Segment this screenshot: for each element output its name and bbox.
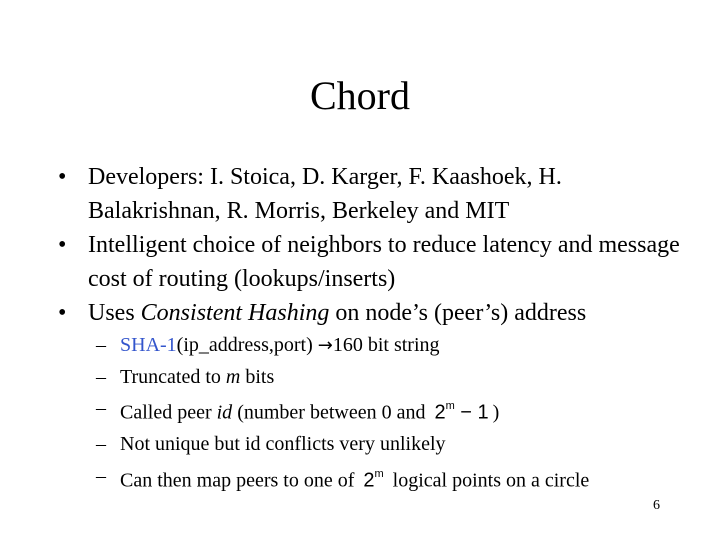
m-variable: m: [225, 365, 241, 388]
slide-title: Chord: [310, 73, 410, 118]
bullet-text-post: on node’s (peer’s) address: [329, 300, 587, 326]
formula-exponent: m: [445, 400, 455, 412]
sub-text-post: logical points on a circle: [387, 469, 590, 492]
sub-bullet-marker: –: [96, 464, 106, 487]
bullet-text: Intelligent choice of neighbors to reduce latency and message cost of routing (lookups/inserts): [88, 232, 680, 292]
right-arrow-icon: →: [317, 335, 333, 356]
id-term: id: [216, 401, 233, 424]
formula-base: 2: [434, 401, 446, 424]
sub-text: Not unique but id conflicts very unlikely: [120, 433, 446, 456]
sub-text-pre: Truncated to: [120, 365, 226, 388]
page-number: 6: [653, 498, 660, 513]
sub-text-post: ): [492, 401, 500, 424]
bullet-marker: •: [58, 300, 67, 326]
sha1-args: (ip_address,port): [176, 334, 318, 356]
sub-bullet-peer-id: [96, 393, 696, 429]
formula-tail: − 1: [454, 401, 489, 424]
bullet-text-pre: Uses: [88, 300, 141, 326]
sub-bullet-marker: –: [96, 334, 106, 356]
bullet-consistent-hashing: [58, 296, 698, 330]
sub-bullet-list: [96, 330, 696, 497]
bullet-marker: •: [58, 232, 67, 258]
sub-bullet-not-unique: [96, 429, 696, 461]
bullet-list: [58, 160, 698, 330]
bullet-marker: •: [58, 164, 67, 190]
sub-bullet-marker: –: [96, 433, 106, 456]
formula-base: 2: [363, 469, 375, 492]
sub-text-pre: Called peer: [120, 401, 217, 424]
formula-exponent: m: [374, 467, 384, 480]
formula-two-pow-m: [359, 461, 387, 497]
sha1-link[interactable]: SHA-1: [120, 334, 177, 356]
sub-bullet-map-peers: [96, 461, 696, 497]
sub-bullet-marker: –: [96, 365, 106, 388]
sub-text-pre: Can then map peers to one of: [120, 469, 360, 492]
sub-text-post: bits: [240, 365, 275, 388]
consistent-hashing-term: Consistent Hashing: [140, 300, 330, 326]
sub-bullet-sha1: [96, 330, 696, 362]
sub-text-mid: (number between 0 and: [232, 401, 431, 424]
bullet-text: Developers: I. Stoica, D. Karger, F. Kaashoek, H. Balakrishnan, R. Morris, Berkeley and MIT: [88, 164, 562, 224]
bullet-neighbors: [58, 228, 698, 296]
sha1-result: 160 bit string: [332, 334, 440, 356]
sub-bullet-marker: –: [96, 397, 106, 419]
sub-bullet-truncated: [96, 362, 696, 394]
bullet-developers: [58, 160, 698, 228]
formula-two-pow-m-minus-one: [430, 393, 492, 429]
